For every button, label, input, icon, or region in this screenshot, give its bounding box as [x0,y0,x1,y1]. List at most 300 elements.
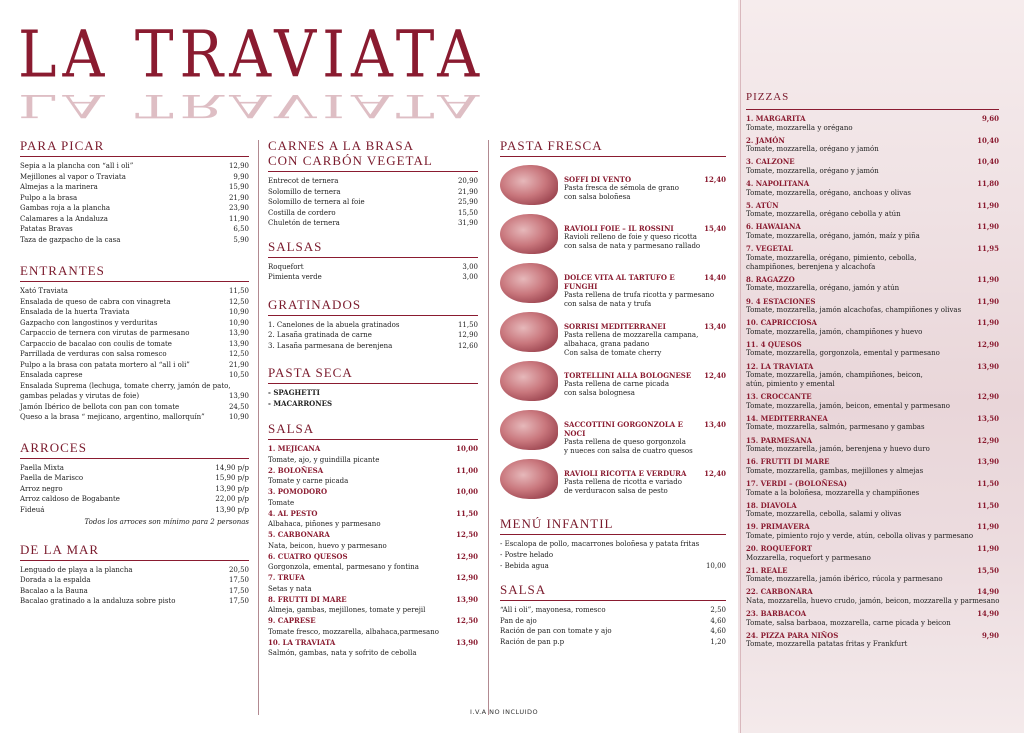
pizza-price: 11,50 [977,479,999,488]
pasta-image [500,165,558,205]
menu-infantil-text: - Escalopa de pollo, macarrones boloñesa y patata fritas [500,540,700,548]
menu-item-price: 6,50 [233,225,249,233]
menu-item-name: Arroz caldoso de Bogabante [20,495,120,503]
pasta-text [564,410,726,456]
pizza-item [746,436,999,455]
pasta-fresca-item [500,312,726,361]
pasta-price: 15,40 [704,224,726,233]
menu-item-name: Sepia a la plancha con “all i oli” [20,162,134,170]
pizza-item-head [746,275,999,285]
pasta-seca-item: - SPAGHETTI [268,388,320,397]
sauce-price: 12,90 [456,573,478,582]
menu-item-row [20,235,249,246]
menu-item-name: Dorada a la espalda [20,576,91,584]
section-title: SALSA [500,582,547,597]
pizza-item [746,566,999,585]
pasta-price: 12,40 [704,469,726,478]
pasta-head [564,175,726,184]
menu-item-row [20,586,249,597]
menu-item-row [268,187,478,198]
pizza-item-head [746,318,999,328]
pizza-price: 11,80 [977,179,999,189]
pizza-item-head [746,544,999,554]
pizza-name: 16. FRUTTI DI MARE [746,457,830,467]
pizza-item [746,631,999,650]
pizza-price: 13,50 [977,413,999,423]
pizza-price: 14,90 [977,609,999,619]
menu-item-name: Bacalao a la Bauna [20,586,88,595]
sauce-item-head [268,444,478,455]
sauce-item-head [268,487,478,498]
pizza-item-head [746,566,999,576]
menu-item-name: Mejillones al vapor o Traviata [20,172,126,181]
menu-item-price: 11,50 [457,320,478,329]
section-entrantes [20,263,249,423]
menu-item-row [20,596,249,607]
menu-item-name: Taza de gazpacho de la casa [20,235,121,244]
sauce-name: 4. AL PESTO [268,508,318,518]
section-menu-infantil [500,516,726,572]
pizza-item-head [746,179,999,189]
menu-item-name: Gambas roja a la plancha [20,204,111,212]
menu-item-name: Fideuá [20,505,45,514]
sauce-desc: Tomate y carne picada [268,477,349,485]
sauce-price: 11,00 [456,465,478,475]
pasta-head [564,371,726,380]
menu-item-row [500,626,726,637]
sauce-desc: Tomate fresco, mozzarella, albahaca,parmesano [268,627,439,636]
menu-item-name: 1. Canelones de la abuela gratinados [268,320,400,329]
column-right [500,138,726,647]
pizza-item-head [746,414,999,424]
menu-item-row [20,224,249,235]
sauce-name: 3. POMODORO [268,487,328,496]
sauce-desc: Nata, beicon, huevo y parmesano [268,541,387,550]
pizza-name: 19. PRIMAVERA [746,522,810,532]
pizza-desc: Tomate, mozzarella, orégano y jamón [746,166,879,175]
column-left [20,138,249,607]
pizza-name: 14. MEDITERRANEA [746,413,828,423]
pasta-desc: Pasta fresca de sémola de grano [564,184,680,192]
pizza-desc: Tomate, mozzarella y orégano [746,123,853,132]
pasta-seca-item: - MACARRONES [268,398,333,408]
menu-item-price: 15,90 [228,183,249,191]
pasta-desc: y nueces con salsa de cuatro quesos [564,447,693,455]
divider [746,109,999,110]
menu-item-name: Ración de pan con tomate y ajo [500,627,612,635]
menu-item-name: Calamares a la Andaluza [20,214,108,223]
pizza-price: 11,90 [977,274,999,284]
pasta-desc: albahaca, grana padano [564,340,650,348]
pizza-name: 8. RAGAZZO [746,274,795,284]
menu-item-price: 12,90 [457,331,478,339]
menu-item-name: Lenguado de playa a la plancha [20,565,133,574]
sauce-item-head [268,530,478,541]
menu-item-price: 14,90 p/p [215,463,249,472]
pizza-name: 18. DIAVOLA [746,500,797,510]
menu-item-name: Pulpo a la brasa con patata mortero al “all i oli” [20,360,190,369]
menu-item-price: 15,50 [457,208,478,217]
sauce-item-head [268,638,478,649]
menu-item-price: 3,00 [462,273,478,281]
sauce-item [268,595,478,616]
pasta-fresca-item [500,263,726,312]
menu-item-row [20,505,249,516]
menu-item-price: 10,90 [228,413,249,421]
sauce-item-head [268,552,478,563]
pizza-name: 24. PIZZA PARA NIÑOS [746,630,839,640]
pizza-item [746,522,999,541]
menu-item-row [20,391,249,402]
pizza-desc: Tomate, mozzarella, orégano, jamón y atún [746,284,900,293]
pizza-desc: Tomate, mozzarella, orégano, pimiento, cebolla, [746,253,917,262]
sauce-desc: Setas y nata [268,584,312,593]
sauce-item-head [268,509,478,520]
menu-item-row [20,370,249,381]
pizza-desc: Tomate, mozzarella, orégano, anchoas y olivas [746,188,911,197]
pizza-name: 20. ROQUEFORT [746,544,813,554]
menu-item-price: 11,50 [228,287,249,295]
sauce-item [268,444,478,465]
sauce-desc: Tomate, ajo, y guindilla picante [268,455,380,464]
pizza-price: 11,90 [977,296,999,306]
pasta-desc: Ravioli relleno de foie y queso ricotta [564,233,697,241]
menu-item-price: 11,90 [228,214,249,223]
menu-item-price: 21,90 [228,193,249,202]
pizza-name: 12. LA TRAVIATA [746,361,814,371]
pasta-price: 13,40 [704,420,726,429]
menu-item-name: Parrillada de verduras con salsa romesco [20,350,167,358]
section-title: GRATINADOS [268,296,362,312]
pizza-price: 9,90 [981,630,999,640]
section-title: ARROCES [20,439,87,455]
pizza-name: 10. CAPRICCIOSA [746,318,817,328]
pasta-image [500,312,558,352]
pizza-desc: Tomate, mozzarella, cebolla, salami y olivas [746,510,902,519]
pasta-head [564,224,726,233]
pizza-item [746,157,999,176]
pizza-price: 11,50 [977,500,999,510]
pizza-name: 2. JAMÓN [746,135,785,145]
menu-item-row [20,494,249,505]
sauce-price: 12,50 [456,616,478,625]
pasta-image [500,263,558,303]
pizza-item-head [746,222,999,232]
menu-item-row [268,197,478,208]
divider [268,171,478,172]
pasta-name: SORRISI MEDITERRANEI [564,322,666,331]
sauce-item-head [268,595,478,606]
pizza-price: 15,50 [977,565,999,575]
sauce-name: 2. BOLOÑESA [268,465,324,475]
section-title: CON CARBÓN VEGETAL [268,153,433,168]
menu-item-price: 15,90 p/p [215,474,249,482]
menu-item-name: Paella Mixta [20,463,64,472]
pizza-price: 11,90 [977,544,999,554]
pasta-price: 13,40 [704,322,726,331]
pasta-name: RAVIOLI RICOTTA E VERDURA [564,469,687,478]
divider [500,600,726,601]
menu-infantil-text: - Postre helado [500,551,554,559]
pizza-item-head [746,392,999,402]
menu-item-price: 1,20 [710,637,726,646]
section-salsas [268,239,478,283]
menu-item-row [20,161,249,172]
pizza-price: 12,90 [977,339,999,349]
menu-item-price: 13,90 p/p [215,505,249,514]
menu-item-row [20,297,249,308]
pizza-item-head [746,436,999,446]
section-salsa-extras [500,582,726,647]
menu-item-price: 4,60 [710,616,726,625]
menu-item-name: Gazpacho con langostinos y verduritas [20,318,158,327]
section-para-picar [20,138,249,245]
pizza-item-head [746,631,999,641]
menu-item-row [20,318,249,329]
menu-item-price: 10,90 [228,318,249,327]
section-carnes [268,138,478,229]
pizza-item-head [746,457,999,467]
menu-infantil-item [500,561,726,572]
menu-item-name: Carpaccio de bacalao con coulis de tomate [20,339,172,348]
menu-infantil-text: - Bebida agua [500,562,549,570]
menu-item-row [20,172,249,183]
pizza-desc: Tomate a la boloñesa, mozzarella y champiñones [746,488,920,497]
sauce-desc: Gorgonzola, emental, parmesano y fontina [268,563,419,571]
pasta-fresca-item [500,459,726,508]
menu-item-price: 10,50 [228,371,249,379]
pizza-name: 1. MARGARITA [746,114,806,123]
section-arroces [20,440,249,528]
pizza-desc: Tomate, pimiento rojo y verde, atún, cebolla olivas y parmesano [746,531,974,540]
menu-item-row [20,473,249,484]
pasta-desc: Pasta rellena de trufa ricotta y parmesano [564,291,715,299]
pizza-name: 23. BARBACOA [746,609,807,619]
pizza-item [746,114,999,133]
menu-item-name: 3. Lasaña parmesana de berenjena [268,341,393,350]
section-title: PIZZAS [746,91,790,103]
pasta-image [500,361,558,401]
sauce-desc: Albahaca, piñones y parmesano [268,520,381,528]
section-title: CARNES A LA BRASA [268,138,414,153]
menu-item-price: 13,90 p/p [215,484,249,493]
pizza-price: 14,90 [977,587,999,597]
section-title: SALSA [268,421,315,436]
pizza-item [746,222,999,241]
column-middle [268,138,478,659]
menu-item-name: Entrecot de ternera [268,177,339,185]
menu-item-price: 5,90 [233,235,249,244]
pasta-desc: con salsa de nata y trufa [564,300,652,308]
pasta-head [564,273,726,291]
section-pasta-fresca [500,138,726,508]
pasta-text [564,214,726,251]
sauce-price: 10,00 [456,444,478,453]
pizza-desc: Tomate, mozzarella, orégano cebolla y atún [746,210,901,219]
sauce-price: 12,50 [456,530,478,539]
menu-item-row [20,203,249,214]
pasta-name: SOFFI DI VENTO [564,175,632,184]
section-title: DE LA MAR [20,541,100,557]
pizza-price: 10,40 [977,157,999,167]
menu-item-row [20,402,249,413]
pizza-item [746,297,999,316]
sauce-item [268,573,478,594]
pasta-fresca-item [500,214,726,263]
pizza-name: 3. CALZONE [746,157,795,167]
pizza-desc: Tomate, mozzarella, jamón, beicon, emental y parmesano [746,401,950,410]
pizza-desc: Tomate, mozzarella, jamón ibérico, rúcola y parmesano [746,575,943,584]
menu-item-name: Solomillo de ternera al foie [268,198,365,206]
pizza-price: 11,90 [977,200,999,210]
sauce-item-head [268,466,478,477]
pizza-item-head [746,157,999,167]
menu-item-name: Ensalada de la huerta Traviata [20,308,130,316]
menu-infantil-price: 10,00 [705,562,726,570]
menu-item-row [20,182,249,193]
menu-item-row [268,341,478,352]
menu-item-row [268,176,478,187]
menu-item-row [20,286,249,297]
pizza-price: 10,40 [977,135,999,145]
divider [268,439,478,440]
pasta-head [564,469,726,478]
menu-item-name: Chuletón de ternera [268,219,340,227]
menu-infantil-item [500,550,726,561]
menu-item-price: 20,50 [228,565,249,574]
menu-item-name: Roquefort [268,262,304,271]
pasta-price: 12,40 [704,175,726,184]
pizza-price: 12,90 [977,392,999,402]
sauce-name: 6. CUATRO QUESOS [268,551,348,561]
pizza-item [746,275,999,294]
pasta-image [500,410,558,450]
section-pizzas [746,90,999,653]
menu-item-row [20,328,249,339]
pizza-price: 11,95 [977,244,999,254]
sauce-item-head [268,573,478,584]
pizza-desc: Tomate, mozzarella, jamón, champiñones, beicon, [746,371,923,380]
menu-item-name: Ensalada caprese [20,371,83,379]
pasta-text [564,312,726,358]
menu-item-price: 21,90 [457,187,478,196]
menu-item-price: 17,50 [228,597,249,605]
pizza-item [746,362,999,390]
pasta-head [564,322,726,331]
pizza-desc: Tomate, mozzarella, jamón alcachofas, champiñones y olivas [746,306,962,314]
section-title: PASTA FRESCA [500,138,603,153]
pasta-text [564,361,726,398]
restaurant-title: LA TRAVIATA [18,16,486,93]
column-divider [258,140,259,715]
divider [268,315,478,316]
pizza-price: 11,90 [977,222,999,232]
menu-item-price: 4,60 [710,627,726,635]
menu-item-row [500,605,726,616]
sauce-price: 10,00 [456,487,478,496]
menu-item-name: gambas peladas y virutas de foie) [20,392,140,400]
sauce-item [268,530,478,551]
pizza-name: 13. CROCCANTE [746,392,812,402]
sauce-name: 8. FRUTTI DI MARE [268,594,347,604]
menu-item-price: 13,90 [228,339,249,348]
sauce-item [268,466,478,487]
sauce-item [268,638,478,659]
pasta-name: DOLCE VITA AL TARTUFO E FUNGHI [564,273,675,291]
menu-item-price: 22,00 p/p [215,495,249,503]
pizza-item [746,244,999,272]
sauce-price: 13,90 [456,594,478,604]
pizza-name: 7. VEGETAL [746,244,794,254]
section-title: MENÚ INFANTIL [500,516,614,531]
menu-item-price: 12,50 [228,350,249,358]
pasta-text [564,165,726,202]
pizza-item-head [746,362,999,372]
pizza-item-head [746,136,999,146]
pizza-item [746,609,999,628]
menu-item-name: Carpaccio de ternera con virutas de parmesano [20,329,190,337]
pizza-price: 11,90 [977,318,999,328]
pizza-desc: Mozzarella, roquefort y parmesano [746,553,871,562]
sauce-desc: Salmón, gambas, nata y sofrito de cebolla [268,649,417,657]
menu-item-name: Jamón Ibérico de bellota con pan con tomate [20,402,180,411]
pizza-price: 12,90 [977,435,999,445]
pizza-item [746,340,999,359]
menu-item-row [500,637,726,648]
pizzas-divider [740,0,741,733]
pizza-desc: Tomate, mozzarella, orégano, jamón, maíz y piña [746,231,920,240]
menu-item-price: 2,50 [710,606,726,614]
menu-item-row [20,381,249,392]
sauce-desc: Tomate [268,498,295,507]
pizza-item-head [746,587,999,597]
pizza-item-head [746,297,999,307]
pasta-desc: con salsa boloñesa [564,193,631,201]
menu-item-name: Ensalada de queso de cabra con vinagreta [20,297,171,306]
pizza-item-head [746,340,999,350]
divider [500,534,726,535]
menu-item-name: Pan de ajo [500,616,537,625]
pizza-name: 22. CARBONARA [746,587,813,597]
sauce-item [268,509,478,530]
section-gratinados [268,297,478,352]
menu-item-row [20,193,249,204]
menu-item-row [20,463,249,474]
pasta-head [564,420,726,438]
section-title: PASTA SECA [268,365,353,380]
menu-item-row [20,565,249,576]
sauce-name: 9. CAPRESE [268,616,316,625]
sauce-name: 5. CARBONARA [268,530,330,539]
menu-item-row [20,349,249,360]
menu-item-price: 12,50 [228,297,249,306]
pasta-price: 14,40 [704,273,726,282]
pasta-desc: de verduracon salsa de pesto [564,487,668,495]
pasta-fresca-item [500,361,726,410]
menu-item-name: Bacalao gratinado a la andaluza sobre pisto [20,597,176,605]
menu-item-name: Ensalada Suprema (lechuga, tomate cherry, jamón de pato, [20,381,231,390]
iva-note: I.V.A NO INCLUIDO [470,708,539,716]
divider [20,281,249,282]
pizza-desc: Tomate, mozzarella, salmón, parmesano y gambas [746,423,925,432]
menu-item-price: 3,00 [462,262,478,271]
menu-item-row [20,412,249,423]
menu-item-price: 21,90 [228,360,249,369]
menu-item-row [268,218,478,229]
menu-item-price: 24,50 [228,402,249,411]
arroces-note: Todos los arroces son mínimo para 2 personas [84,518,249,526]
pizza-desc: Tomate, salsa barbaoa, mozzarella, carne picada y beicon [746,618,951,627]
